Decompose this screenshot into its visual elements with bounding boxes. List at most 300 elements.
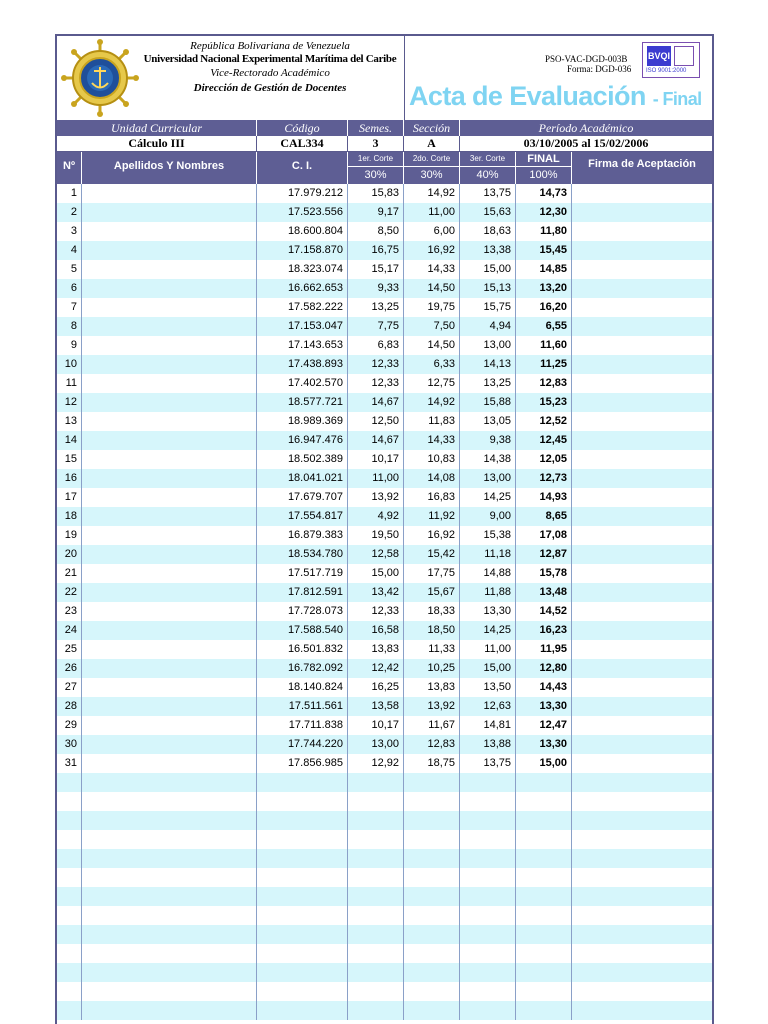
signature-cell: [572, 260, 712, 279]
table-row: [57, 298, 712, 317]
col-corte2-header: [404, 152, 460, 184]
table-row: [57, 507, 712, 526]
grade-corte1: [348, 982, 404, 1001]
row-number: [57, 792, 82, 811]
grade-corte1: 11,00: [348, 469, 404, 488]
signature-cell: [572, 469, 712, 488]
grade-final: [516, 982, 572, 1001]
row-number: 7: [57, 298, 82, 317]
row-number: 10: [57, 355, 82, 374]
grade-corte3: [460, 887, 516, 906]
signature-cell: [572, 982, 712, 1001]
grade-corte1: 12,50: [348, 412, 404, 431]
grade-corte1: 8,50: [348, 222, 404, 241]
grade-corte2: [404, 811, 460, 830]
signature-cell: [572, 640, 712, 659]
table-row: [57, 640, 712, 659]
row-number: 29: [57, 716, 82, 735]
grade-corte3: 9,00: [460, 507, 516, 526]
grade-corte3: 13,38: [460, 241, 516, 260]
signature-cell: [572, 906, 712, 925]
grade-final: [516, 830, 572, 849]
student-name-cell: [82, 564, 257, 583]
grade-corte2: 14,50: [404, 279, 460, 298]
student-name-cell: [82, 317, 257, 336]
table-row: [57, 203, 712, 222]
signature-cell: [572, 887, 712, 906]
signature-cell: [572, 526, 712, 545]
grade-corte2: 6,33: [404, 355, 460, 374]
grade-corte1: 13,42: [348, 583, 404, 602]
signature-cell: [572, 355, 712, 374]
grade-corte1: 9,33: [348, 279, 404, 298]
title-suffix: - Final: [652, 89, 702, 109]
grade-corte3: 11,00: [460, 640, 516, 659]
signature-cell: [572, 450, 712, 469]
grade-final: [516, 868, 572, 887]
grade-corte3: 14,25: [460, 621, 516, 640]
signature-cell: [572, 944, 712, 963]
corte2-label: 2do. Corte: [404, 152, 459, 167]
grade-final: [516, 792, 572, 811]
table-row: [57, 450, 712, 469]
grade-corte1: 12,58: [348, 545, 404, 564]
grade-corte2: [404, 849, 460, 868]
signature-cell: [572, 222, 712, 241]
grade-corte1: 19,50: [348, 526, 404, 545]
row-number: 25: [57, 640, 82, 659]
row-number: 31: [57, 754, 82, 773]
cert-logo: BVQI: [647, 46, 671, 66]
student-name-cell: [82, 887, 257, 906]
grade-final: 13,20: [516, 279, 572, 298]
table-row: [57, 849, 712, 868]
table-row: [57, 184, 712, 203]
row-number: [57, 944, 82, 963]
id-number: 17.554.817: [257, 507, 348, 526]
student-name-cell: [82, 450, 257, 469]
grade-final: 17,08: [516, 526, 572, 545]
row-number: 8: [57, 317, 82, 336]
student-name-cell: [82, 621, 257, 640]
id-number: 17.153.047: [257, 317, 348, 336]
table-row: [57, 526, 712, 545]
student-name-cell: [82, 659, 257, 678]
signature-cell: [572, 412, 712, 431]
row-number: 21: [57, 564, 82, 583]
grade-corte2: 15,42: [404, 545, 460, 564]
label-unidad: Unidad Curricular: [57, 120, 257, 136]
grade-corte2: [404, 925, 460, 944]
id-number: 17.582.222: [257, 298, 348, 317]
form-code: Forma: DGD-036: [567, 64, 632, 74]
row-number: [57, 849, 82, 868]
grade-corte3: [460, 773, 516, 792]
grade-corte1: 15,83: [348, 184, 404, 203]
grade-final: 14,85: [516, 260, 572, 279]
grade-corte1: 12,92: [348, 754, 404, 773]
grade-corte3: [460, 830, 516, 849]
grade-corte2: [404, 773, 460, 792]
grade-corte2: 14,92: [404, 393, 460, 412]
grade-corte2: 13,92: [404, 697, 460, 716]
cert-standard: ISO 9001:2000: [646, 68, 687, 74]
grade-corte2: [404, 830, 460, 849]
student-name-cell: [82, 412, 257, 431]
grade-corte2: 14,33: [404, 260, 460, 279]
table-row: [57, 906, 712, 925]
grade-final: 14,43: [516, 678, 572, 697]
signature-cell: [572, 602, 712, 621]
grade-corte3: 14,13: [460, 355, 516, 374]
id-number: [257, 811, 348, 830]
grade-corte1: 16,25: [348, 678, 404, 697]
grade-corte1: 15,00: [348, 564, 404, 583]
table-row: [57, 241, 712, 260]
grade-corte2: 14,08: [404, 469, 460, 488]
id-number: 16.662.653: [257, 279, 348, 298]
row-number: 16: [57, 469, 82, 488]
grade-corte1: 16,58: [348, 621, 404, 640]
grade-final: 16,23: [516, 621, 572, 640]
grade-corte3: 15,63: [460, 203, 516, 222]
student-name-cell: [82, 184, 257, 203]
grade-corte1: [348, 906, 404, 925]
final-label: FINAL: [516, 152, 571, 167]
document-header: [57, 36, 712, 120]
grade-final: 15,78: [516, 564, 572, 583]
grade-corte2: [404, 868, 460, 887]
id-number: 17.812.591: [257, 583, 348, 602]
row-number: [57, 830, 82, 849]
grade-final: 12,45: [516, 431, 572, 450]
grade-corte1: [348, 792, 404, 811]
grade-corte2: [404, 963, 460, 982]
row-number: 2: [57, 203, 82, 222]
grade-corte2: 10,25: [404, 659, 460, 678]
student-name-cell: [82, 374, 257, 393]
table-row: [57, 811, 712, 830]
corte3-weight: 40%: [476, 169, 499, 181]
table-row: [57, 317, 712, 336]
table-row: [57, 659, 712, 678]
id-number: 18.041.021: [257, 469, 348, 488]
grade-corte2: 10,83: [404, 450, 460, 469]
table-row: [57, 963, 712, 982]
grade-final: [516, 925, 572, 944]
grade-corte3: [460, 811, 516, 830]
table-row: [57, 545, 712, 564]
id-number: 16.947.476: [257, 431, 348, 450]
student-name-cell: [82, 678, 257, 697]
grade-corte2: 12,83: [404, 735, 460, 754]
grade-corte1: 13,00: [348, 735, 404, 754]
course-code: CAL334: [257, 136, 348, 151]
grade-corte3: 14,81: [460, 716, 516, 735]
row-number: 28: [57, 697, 82, 716]
grade-corte3: 13,88: [460, 735, 516, 754]
row-number: [57, 963, 82, 982]
row-number: 5: [57, 260, 82, 279]
signature-cell: [572, 298, 712, 317]
table-row: [57, 488, 712, 507]
signature-cell: [572, 241, 712, 260]
grade-final: 14,73: [516, 184, 572, 203]
table-row: [57, 754, 712, 773]
row-number: 1: [57, 184, 82, 203]
student-name-cell: [82, 298, 257, 317]
grade-corte1: [348, 887, 404, 906]
grade-final: 15,23: [516, 393, 572, 412]
id-number: [257, 849, 348, 868]
grade-corte1: [348, 868, 404, 887]
grade-corte3: 11,88: [460, 583, 516, 602]
table-row: [57, 773, 712, 792]
grade-corte3: 12,63: [460, 697, 516, 716]
signature-cell: [572, 792, 712, 811]
id-number: 17.438.893: [257, 355, 348, 374]
signature-cell: [572, 507, 712, 526]
student-name-cell: [82, 336, 257, 355]
grade-corte1: 12,33: [348, 374, 404, 393]
row-number: 18: [57, 507, 82, 526]
grade-corte3: 11,18: [460, 545, 516, 564]
course-label-band: [57, 120, 712, 136]
signature-cell: [572, 811, 712, 830]
student-name-cell: [82, 545, 257, 564]
grade-corte2: 7,50: [404, 317, 460, 336]
grade-corte1: 10,17: [348, 450, 404, 469]
grade-corte1: 9,17: [348, 203, 404, 222]
grade-corte1: 15,17: [348, 260, 404, 279]
grade-final: 12,52: [516, 412, 572, 431]
grade-corte2: [404, 1001, 460, 1020]
final-weight: 100%: [529, 169, 558, 181]
grade-corte2: 11,67: [404, 716, 460, 735]
student-name-cell: [82, 1001, 257, 1020]
col-corte1-header: [348, 152, 404, 184]
grade-corte2: 14,50: [404, 336, 460, 355]
signature-cell: [572, 697, 712, 716]
course-value-row: [57, 136, 712, 152]
grade-final: 13,30: [516, 697, 572, 716]
label-periodo: Período Académico: [538, 121, 634, 135]
grade-corte2: 6,00: [404, 222, 460, 241]
grade-final: [516, 849, 572, 868]
grade-corte1: 13,58: [348, 697, 404, 716]
student-name-cell: [82, 507, 257, 526]
signature-cell: [572, 830, 712, 849]
grade-corte2: 12,75: [404, 374, 460, 393]
table-row: [57, 336, 712, 355]
grade-corte3: 14,25: [460, 488, 516, 507]
department-line: Dirección de Gestión de Docentes: [193, 82, 347, 94]
student-name-cell: [82, 963, 257, 982]
signature-cell: [572, 754, 712, 773]
grade-final: 8,65: [516, 507, 572, 526]
grade-corte1: 12,33: [348, 355, 404, 374]
grade-final: 12,87: [516, 545, 572, 564]
institution-block: [57, 36, 405, 120]
row-number: 11: [57, 374, 82, 393]
row-number: [57, 1001, 82, 1020]
course-section: A: [404, 136, 460, 151]
grade-final: [516, 906, 572, 925]
table-row: [57, 792, 712, 811]
grade-final: [516, 811, 572, 830]
grade-corte3: 15,00: [460, 659, 516, 678]
table-row: [57, 944, 712, 963]
signature-cell: [572, 583, 712, 602]
row-number: 9: [57, 336, 82, 355]
certification-badge-icon: [642, 42, 700, 78]
table-row: [57, 868, 712, 887]
grade-final: 12,05: [516, 450, 572, 469]
id-number: [257, 906, 348, 925]
grade-final: [516, 773, 572, 792]
id-number: 18.534.780: [257, 545, 348, 564]
grade-final: 12,80: [516, 659, 572, 678]
signature-cell: [572, 659, 712, 678]
table-row: [57, 678, 712, 697]
grade-corte3: [460, 849, 516, 868]
student-name-cell: [82, 792, 257, 811]
id-number: 18.577.721: [257, 393, 348, 412]
col-num-header: Nº: [57, 152, 82, 184]
id-number: 17.523.556: [257, 203, 348, 222]
grade-corte1: 13,92: [348, 488, 404, 507]
grade-corte3: 13,75: [460, 754, 516, 773]
id-number: 17.979.212: [257, 184, 348, 203]
grade-corte1: 14,67: [348, 431, 404, 450]
id-number: 16.501.832: [257, 640, 348, 659]
student-name-cell: [82, 241, 257, 260]
id-number: 17.158.870: [257, 241, 348, 260]
grade-corte3: [460, 925, 516, 944]
grade-corte2: 11,83: [404, 412, 460, 431]
signature-cell: [572, 621, 712, 640]
grade-final: 14,52: [516, 602, 572, 621]
row-number: 19: [57, 526, 82, 545]
grade-final: [516, 963, 572, 982]
row-number: 20: [57, 545, 82, 564]
row-number: 26: [57, 659, 82, 678]
corte1-weight: 30%: [364, 169, 387, 181]
table-row: [57, 222, 712, 241]
id-number: 18.502.389: [257, 450, 348, 469]
table-row: [57, 602, 712, 621]
grade-corte3: 13,00: [460, 336, 516, 355]
id-number: 17.679.707: [257, 488, 348, 507]
grade-corte3: [460, 906, 516, 925]
grade-corte2: [404, 944, 460, 963]
student-name-cell: [82, 754, 257, 773]
course-name: Cálculo III: [57, 136, 257, 151]
student-name-cell: [82, 925, 257, 944]
grade-corte3: 9,38: [460, 431, 516, 450]
table-row: [57, 260, 712, 279]
grade-corte2: 16,92: [404, 241, 460, 260]
vice-rectorate-line: Vice-Rectorado Académico: [210, 67, 330, 79]
university-name: Universidad Nacional Experimental Marítima del Caribe: [143, 53, 397, 65]
row-number: 3: [57, 222, 82, 241]
student-name-cell: [82, 906, 257, 925]
grade-corte3: 14,38: [460, 450, 516, 469]
grade-corte2: 16,83: [404, 488, 460, 507]
grade-corte1: [348, 849, 404, 868]
student-name-cell: [82, 697, 257, 716]
student-name-cell: [82, 944, 257, 963]
row-number: 23: [57, 602, 82, 621]
id-number: [257, 982, 348, 1001]
student-name-cell: [82, 469, 257, 488]
grade-corte2: [404, 887, 460, 906]
grade-final: 12,47: [516, 716, 572, 735]
grade-final: 12,83: [516, 374, 572, 393]
grade-final: [516, 887, 572, 906]
grade-corte1: 6,83: [348, 336, 404, 355]
row-number: [57, 982, 82, 1001]
id-number: 18.989.369: [257, 412, 348, 431]
grade-final: 11,25: [516, 355, 572, 374]
table-row: [57, 1001, 712, 1020]
grade-corte3: 15,88: [460, 393, 516, 412]
grade-final: 6,55: [516, 317, 572, 336]
grade-corte3: [460, 1001, 516, 1020]
document-code: PSO-VAC-DGD-003B: [545, 54, 628, 64]
row-number: 24: [57, 621, 82, 640]
grade-corte2: 16,92: [404, 526, 460, 545]
table-row: [57, 583, 712, 602]
grade-corte3: 15,13: [460, 279, 516, 298]
id-number: 17.517.719: [257, 564, 348, 583]
signature-cell: [572, 431, 712, 450]
table-row: [57, 469, 712, 488]
grade-final: 16,20: [516, 298, 572, 317]
grade-corte2: 18,50: [404, 621, 460, 640]
col-ci-header: C. I.: [257, 152, 348, 184]
grade-corte3: [460, 792, 516, 811]
signature-cell: [572, 925, 712, 944]
id-number: [257, 830, 348, 849]
id-number: 17.588.540: [257, 621, 348, 640]
table-row: [57, 925, 712, 944]
grade-corte2: [404, 792, 460, 811]
student-name-cell: [82, 526, 257, 545]
grade-final: 15,45: [516, 241, 572, 260]
table-row: [57, 564, 712, 583]
grade-corte2: 18,33: [404, 602, 460, 621]
grade-corte1: [348, 773, 404, 792]
signature-cell: [572, 317, 712, 336]
row-number: [57, 906, 82, 925]
id-number: [257, 868, 348, 887]
row-number: 27: [57, 678, 82, 697]
id-number: [257, 792, 348, 811]
table-row: [57, 716, 712, 735]
signature-cell: [572, 868, 712, 887]
id-number: 17.511.561: [257, 697, 348, 716]
student-name-cell: [82, 602, 257, 621]
col-names-header: Apellidos Y Nombres: [82, 152, 257, 184]
signature-cell: [572, 1001, 712, 1020]
corte1-label: 1er. Corte: [348, 152, 403, 167]
row-number: 30: [57, 735, 82, 754]
grade-corte2: 14,33: [404, 431, 460, 450]
student-name-cell: [82, 222, 257, 241]
signature-cell: [572, 279, 712, 298]
grade-corte1: [348, 925, 404, 944]
